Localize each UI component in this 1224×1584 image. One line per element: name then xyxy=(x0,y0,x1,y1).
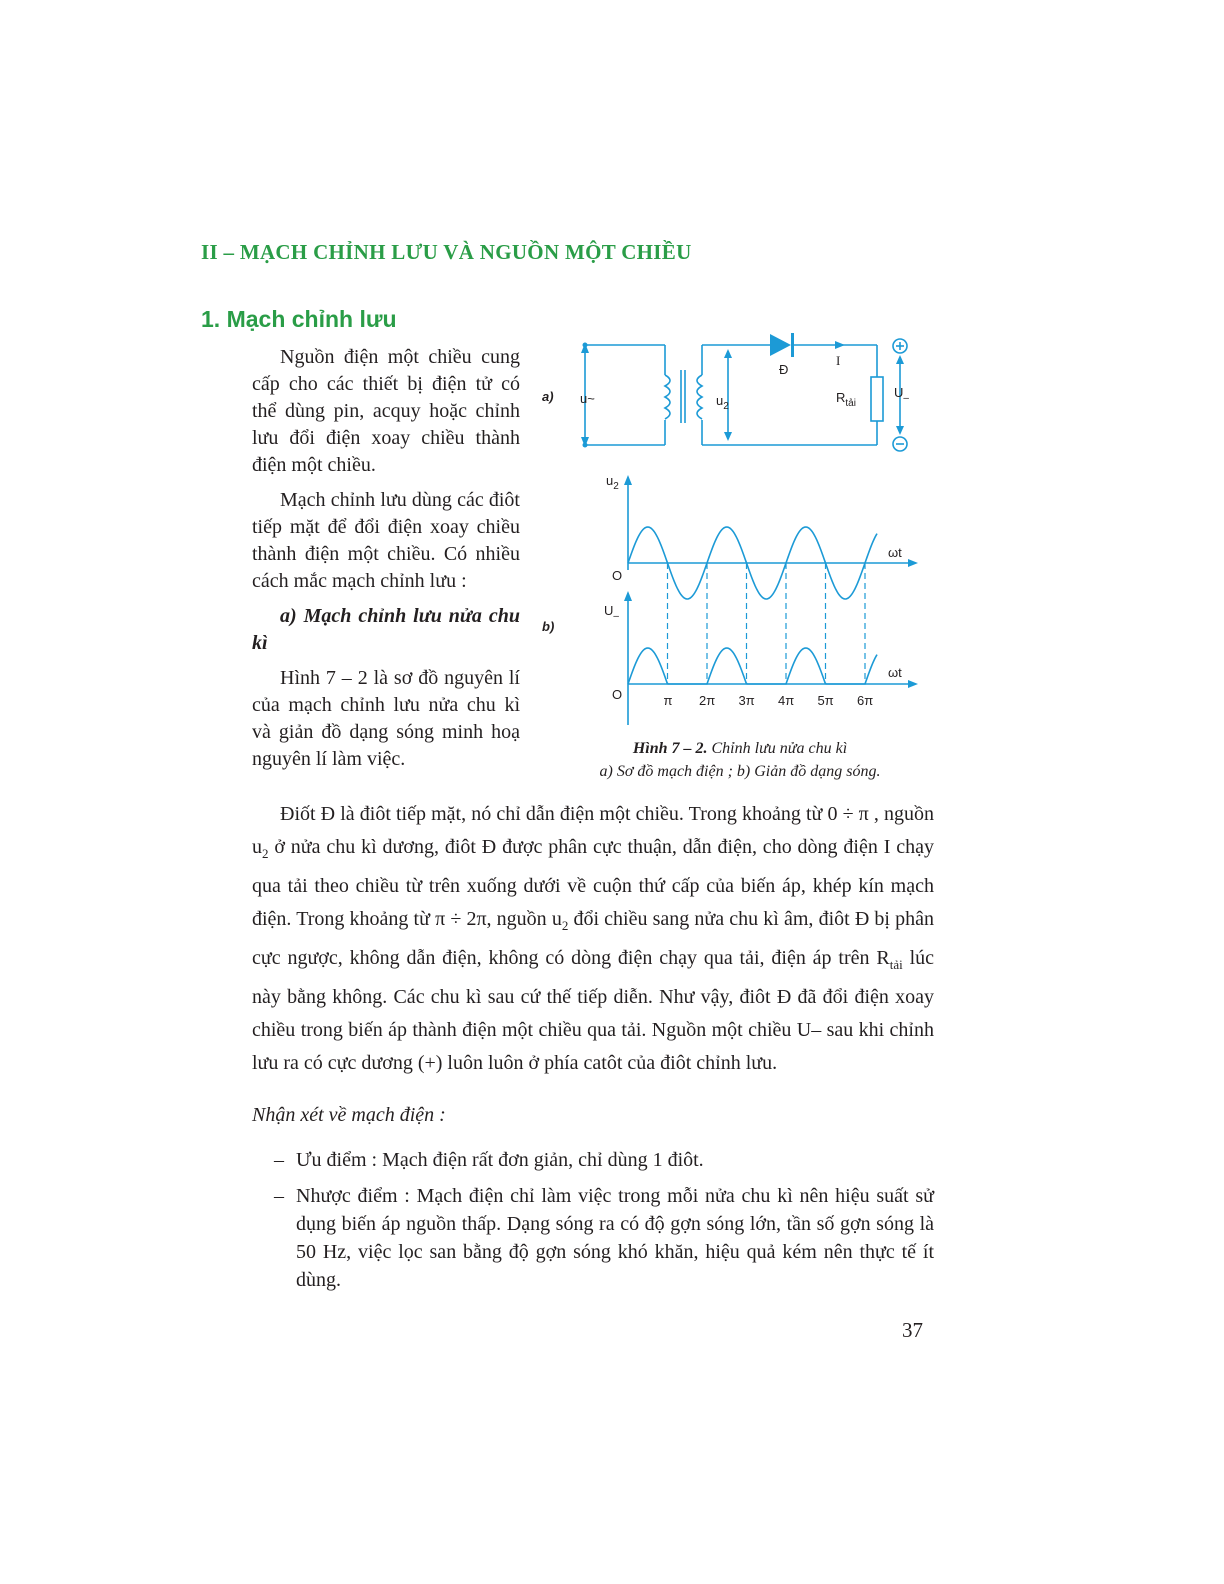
pros-list-item xyxy=(274,1146,934,1174)
tick-label-4: 4π xyxy=(778,693,795,708)
label-u2: $u_2$ xyxy=(716,393,729,412)
tick-label-6: 6π xyxy=(857,693,874,708)
remark-heading: Nhận xét về mạch điện : xyxy=(252,1104,446,1126)
tick-label-5: 5π xyxy=(817,693,834,708)
u2-arrow-head-top xyxy=(724,349,732,358)
origin-label-2: O xyxy=(612,687,623,702)
load-resistor xyxy=(871,377,883,421)
label-b: b) xyxy=(542,619,555,634)
udc-x-arrow-icon xyxy=(908,680,918,688)
axis-label-u2: $u_2$ xyxy=(606,473,619,492)
primary-coil xyxy=(665,375,670,419)
origin-label-1: O xyxy=(612,568,623,583)
figure-caption xyxy=(560,737,920,783)
intro-column xyxy=(252,344,520,781)
intro-paragraph-2: Mạch chỉnh lưu dùng các điôt tiếp mặt để đổi điện xoay chiều thành điện một chiều. Có nhiều cách mắc mạch chỉnh lưu : xyxy=(252,489,520,592)
u2-y-arrow-icon xyxy=(624,475,632,485)
main-paragraph: Điốt Đ là điôt tiếp mặt, nó chỉ dẫn điện một chiều. Trong khoảng từ 0 ÷ π , nguồn $u_2$ ở nửa chu kì dương, điôt Đ được phân cực thuận, dẫn điện, cho dòng điện I chạy qua tải theo chiều từ trên xuống dưới về cuộn thứ cấp của biến áp, khép kín mạch điện. Trong khoảng từ π ÷ 2π, nguồn $u_2$ đổi chiều sang nửa chu kì âm, điôt Đ bị phân cực ngược, không dẫn điện, không có dòng điện chạy qua tải, điện áp trên $R_{tải}$ lúc này bằng không. Các chu kì sau cứ thế tiếp diễn. Như vậy, điôt Đ đã đổi điện xoay chiều trong biến áp thành điện một chiều qua tải. Nguồn một chiều U– sau khi chỉnh lưu ra có cực dương (+) luôn luôn ở phía catôt của điôt chỉnh lưu. xyxy=(252,803,935,1074)
tick-label-2: 2π xyxy=(699,693,716,708)
dash-marker: – xyxy=(274,1185,284,1207)
axis-label-udc: $U_-$ xyxy=(604,603,619,622)
diode-icon xyxy=(770,334,791,356)
label-u-dc: $U_-$ xyxy=(894,385,909,404)
u2-arrow-head-bottom xyxy=(724,432,732,441)
label-diode: Đ xyxy=(779,362,789,377)
udc-y-arrow-icon xyxy=(624,591,632,601)
caption-line-2: a) Sơ đồ mạch điện ; b) Giản đồ dạng sóng. xyxy=(599,763,881,780)
label-u-ac: u~ xyxy=(580,391,595,406)
section-heading: II – MẠCH CHỈNH LƯU VÀ NGUỒN MỘT CHIỀU xyxy=(201,240,692,264)
u-dc-arrow-head-top xyxy=(896,355,904,364)
rectifier-figure xyxy=(540,325,930,730)
sub-heading: 1. Mạch chỉnh lưu xyxy=(201,306,397,332)
label-r-load: $R_{tải}$ xyxy=(836,390,856,409)
secondary-coil xyxy=(697,375,702,419)
cons-text: Nhược điểm : Mạch điện chỉ làm việc trong mỗi nửa chu kì nên hiệu suất sử dụng biến áp nguồn thấp. Dạng sóng ra có độ gợn sóng lớn, tần số gợn sóng là 50 Hz, việc lọc san bằng độ gợn sóng khó khăn, hiệu quả kém nên thực tế ít dùng. xyxy=(296,1185,934,1291)
axis-label-wt-1: ωt xyxy=(888,545,902,560)
intro-paragraph-1: Nguồn điện một chiều cung cấp cho các thiết bị điện tử có thể dùng pin, acquy hoặc chỉnh lưu đổi điện xoay chiều thành điện một chiều. xyxy=(252,346,520,476)
axis-label-wt-2: ωt xyxy=(888,665,902,680)
cons-list-item xyxy=(274,1182,934,1294)
tick-label-1: π xyxy=(663,693,673,708)
label-a: a) xyxy=(542,389,554,404)
page-number: 37 xyxy=(902,1318,923,1342)
half-wave-heading: a) Mạch chỉnh lưu nửa chu kì xyxy=(252,605,520,654)
figure-intro-paragraph: Hình 7 – 2 là sơ đồ nguyên lí của mạch chỉnh lưu nửa chu kì và giản đồ dạng sóng minh hoạ nguyên lí làm việc. xyxy=(252,667,520,770)
label-current: I xyxy=(836,353,841,368)
dash-marker: – xyxy=(274,1149,284,1171)
diode-cathode-bar xyxy=(791,333,794,357)
tick-label-3: 3π xyxy=(738,693,755,708)
u2-x-arrow-icon xyxy=(908,559,918,567)
caption-line-1: Hình 7 – 2. Chỉnh lưu nửa chu kì xyxy=(632,740,848,757)
udc-rectified-wave xyxy=(628,648,877,684)
u-dc-arrow-head-bottom xyxy=(896,426,904,435)
pros-text: Ưu điểm : Mạch điện rất đơn giản, chỉ dùng 1 điôt. xyxy=(296,1149,704,1171)
current-arrow-icon xyxy=(835,341,845,349)
